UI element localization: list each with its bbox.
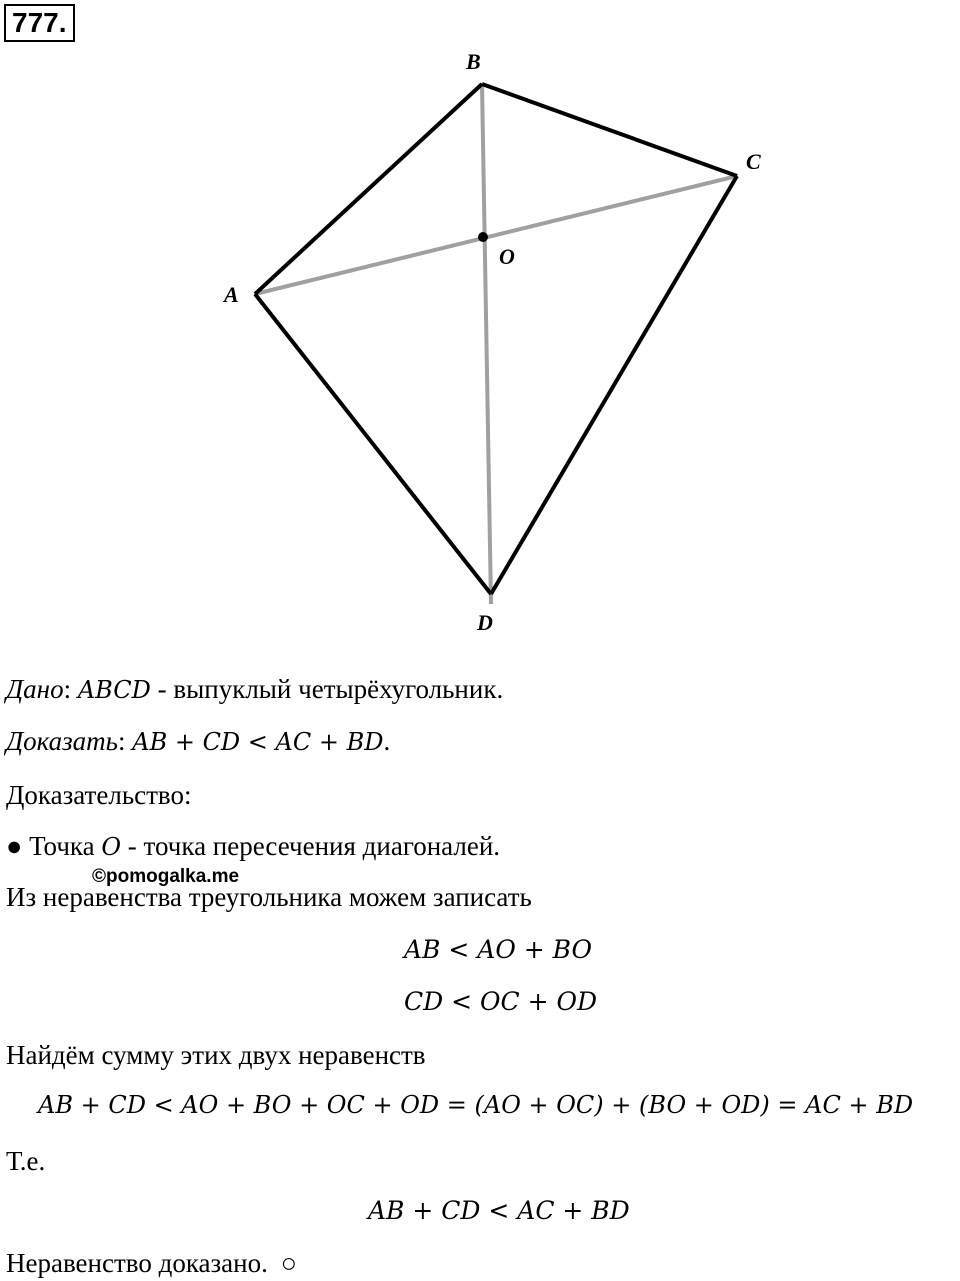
label-b: B <box>466 49 481 74</box>
side-cd <box>491 176 737 594</box>
side-da <box>255 294 491 594</box>
bullet: ● <box>6 831 23 861</box>
triangle-inequality-text: Из неравенства треугольника можем записать <box>6 882 532 912</box>
proof-heading: Доказательство: <box>6 780 192 810</box>
label-a: A <box>224 282 239 307</box>
geometry-figure <box>0 0 960 640</box>
prove-label: Доказать <box>6 726 118 756</box>
given-sep: : <box>63 674 78 704</box>
sum-equation: AB + CD < AO + BO + OC + OD = (AO + OC) + (BO + OD) = AC + BD <box>38 1091 914 1119</box>
label-d: D <box>477 610 493 635</box>
end-of-proof-mark: ○ <box>280 1248 297 1278</box>
conclusion-text: Неравенство доказано. <box>6 1248 268 1278</box>
point-o <box>478 232 488 242</box>
diagonal-bd <box>482 84 491 604</box>
prove-math: AB + CD < AC + BD <box>132 728 384 756</box>
given-math: ABCD <box>77 676 151 704</box>
step1-text-before: Точка <box>22 831 102 861</box>
step1-text-after: - точка пересечения диагоналей. <box>121 831 501 861</box>
final-inequality: AB + CD < AC + BD <box>368 1196 630 1225</box>
side-ab <box>255 84 482 294</box>
prove-end: . <box>383 726 391 756</box>
sum-text: Найдём сумму этих двух неравенств <box>6 1040 426 1070</box>
watermark: ©pomogalka.me <box>92 866 240 887</box>
diagonal-ac <box>255 176 737 294</box>
inequality-2: CD < OC + OD <box>404 987 598 1016</box>
given-label: Дано <box>6 674 64 704</box>
prove-line <box>6 726 390 757</box>
label-o: O <box>499 244 515 269</box>
ie-text: Т.е. <box>6 1146 46 1176</box>
side-bc <box>482 84 737 176</box>
proof-step-1 <box>6 831 500 862</box>
step1-math: O <box>101 833 122 861</box>
inequality-1: AB < AO + BO <box>404 935 592 964</box>
given-text: - выпуклый четырёхугольник. <box>150 674 504 704</box>
label-c: C <box>746 149 761 174</box>
prove-sep: : <box>117 726 133 756</box>
conclusion-line <box>6 1248 297 1279</box>
problem-number: 777. <box>4 4 75 42</box>
given-line <box>6 674 503 705</box>
